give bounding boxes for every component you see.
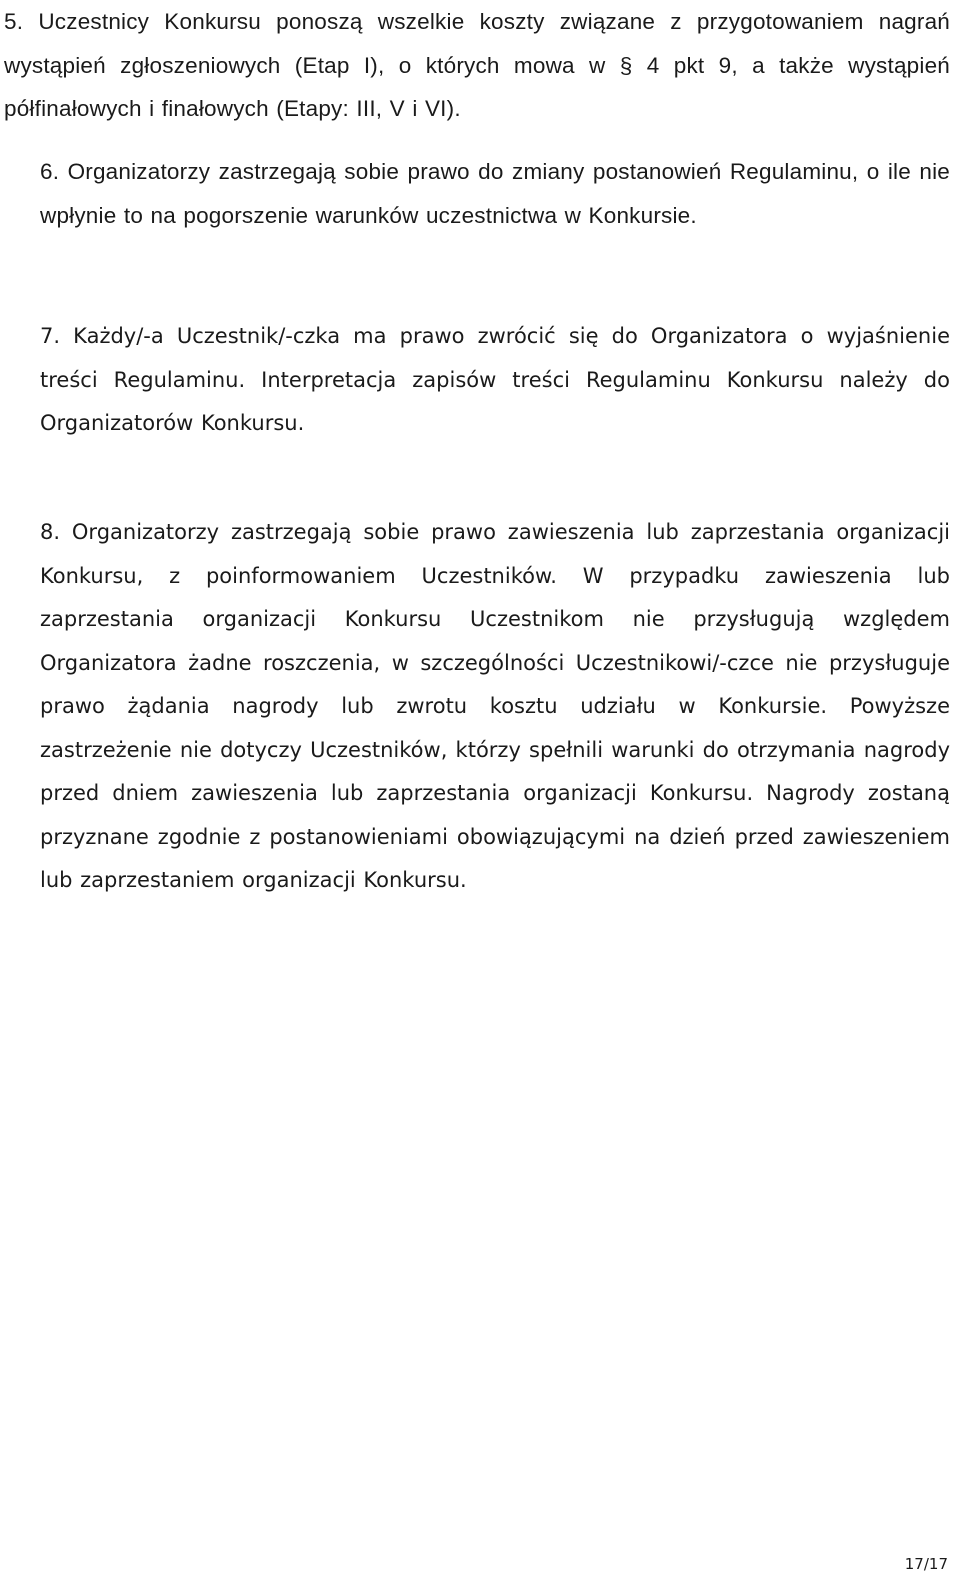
paragraph-number: 6.: [40, 159, 60, 184]
paragraph-number: 8.: [40, 520, 61, 544]
paragraph-5: [4, 0, 950, 131]
paragraph-number: 7.: [40, 324, 61, 348]
page-number: 17/17: [904, 1555, 948, 1573]
paragraph-text: Uczestnicy Konkursu ponoszą wszelkie koszty związane z przygotowaniem nagrań wystąpień zgłoszeniowych (Etap I), o których mowa w § 4 pkt 9, a także wystąpień półfinałowych i finałowych (Etapy: III, V i VI).: [4, 9, 950, 121]
paragraph-8: [40, 511, 950, 903]
paragraph-text: Każdy/-a Uczestnik/-czka ma prawo zwrócić się do Organizatora o wyjaśnienie treści Regulaminu. Interpretacja zapisów treści Regulaminu Konkursu należy do Organizatorów Konkursu.: [40, 324, 950, 435]
paragraph-6: [40, 150, 950, 237]
paragraph-text: Organizatorzy zastrzegają sobie prawo zawieszenia lub zaprzestania organizacji Konkursu, z poinformowaniem Uczestników. W przypadku zawieszenia lub zaprzestania organizacji Konkursu Uczestnikom nie przysługują względem Organizatora żadne roszczenia, w szczególności Uczestnikowi/-czce nie przysługuje prawo żądania nagrody lub zwrotu kosztu udziału w Konkursie. Powyższe zastrzeżenie nie dotyczy Uczestników, którzy spełnili warunki do otrzymania nagrody przed dniem zawieszenia lub zaprzestania organizacji Konkursu. Nagrody zostaną przyznane zgodnie z postanowieniami obowiązującymi na dzień przed zawieszeniem lub zaprzestaniem organizacji Konkursu.: [40, 520, 950, 892]
paragraph-7: [40, 315, 950, 446]
paragraph-number: 5.: [4, 9, 24, 34]
paragraph-text: Organizatorzy zastrzegają sobie prawo do zmiany postanowień Regulaminu, o ile nie wpłynie to na pogorszenie warunków uczestnictwa w Konkursie.: [40, 159, 951, 228]
